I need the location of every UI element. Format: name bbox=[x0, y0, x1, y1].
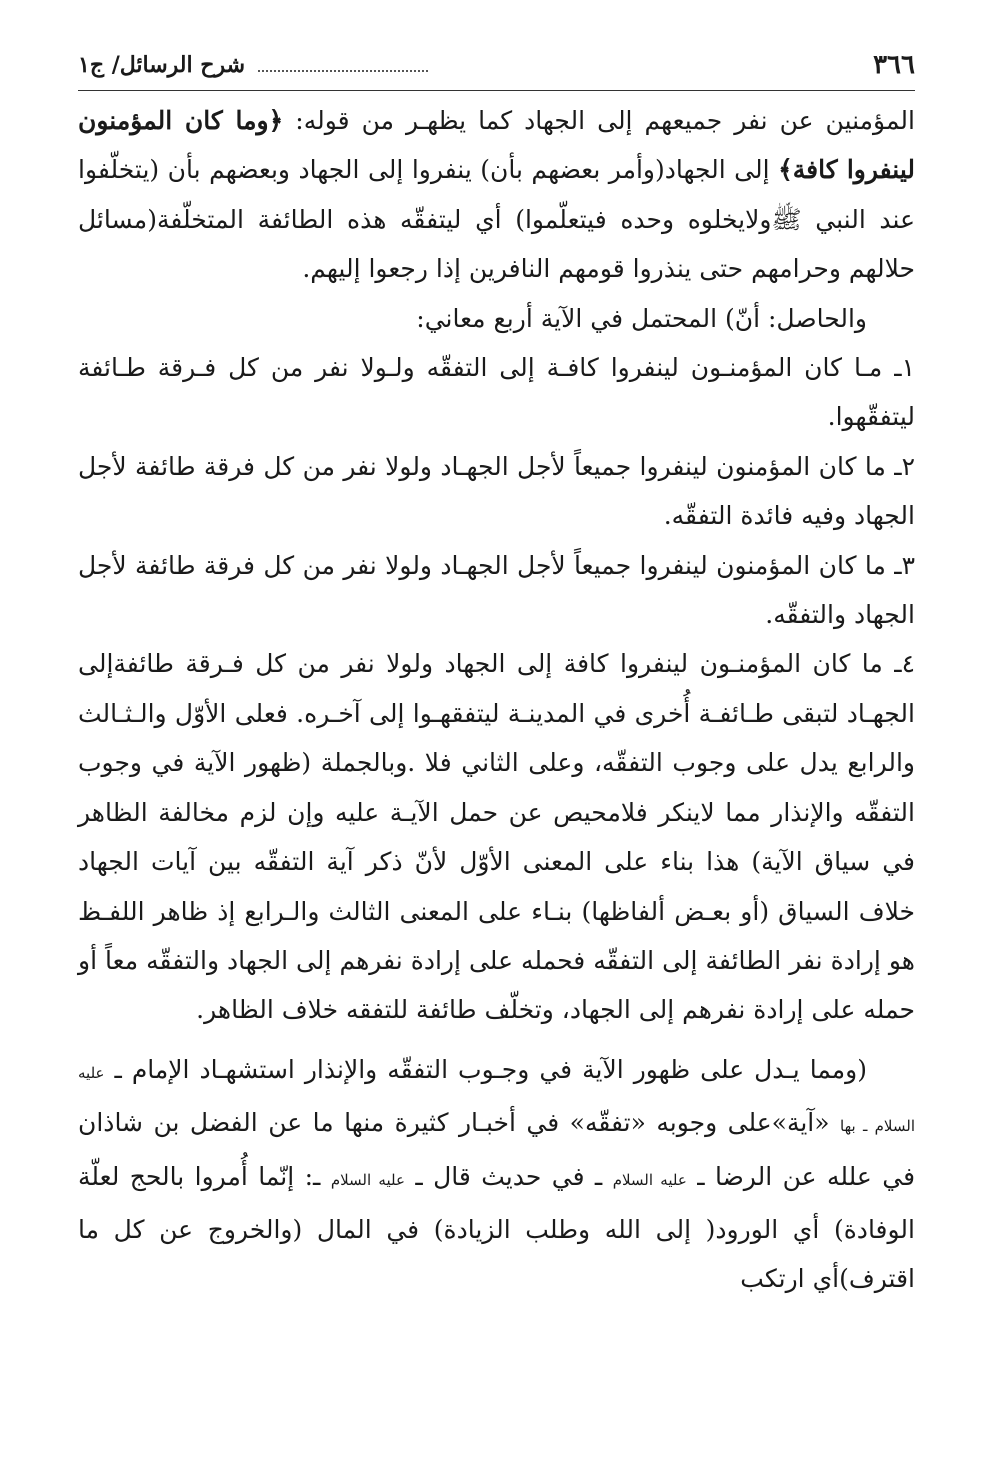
list-item-3: ٣ـ ما كان المؤمنون لينفروا جميعاً لأجل الجهـاد ولولا نفر من كل فرقة طائفة لأجل الجهاد والتفقّه. bbox=[78, 550, 915, 630]
honorific-small-3: عليه السلام bbox=[330, 1170, 405, 1189]
paragraph-1-text-b: إلى الجهاد(وأمر بعضهم بأن) ينفروا إلى الجهاد وبعضهم بأن (يتخلّفوا عند النبي ﷺولايخلوه وحده فيتعلّموا) أي ليتفقّه هذه الطائفة المتخلّفة(مسائل حلالهم وحرامهم حتى ينذروا قومهم النافرين إذا رجعوا إليهم. bbox=[78, 155, 915, 284]
paragraph-2: والحاصل: أنّ) المحتمل في الآية أربع معاني: bbox=[416, 303, 867, 333]
paragraph-7-text-a: (ومما يـدل على ظهور الآية في وجـوب التفقّه والإنذار استشهـاد الإمام ـ bbox=[104, 1054, 867, 1084]
paragraph-7 bbox=[78, 1045, 915, 1304]
page-header bbox=[78, 46, 915, 91]
honorific-small-1: عليه السلام ـ بها bbox=[78, 1063, 915, 1136]
header-dotted-leader bbox=[258, 70, 428, 72]
page-number: ٣٦٦ bbox=[873, 50, 915, 80]
list-item-2: ٢ـ ما كان المؤمنون لينفروا جميعاً لأجل الجهـاد ولولا نفر من كل فرقة طائفة لأجل الجهاد وفيه فائدة التفقّه. bbox=[78, 451, 915, 531]
paragraph-1-text-a: المؤمنين عن نفر جميعهم إلى الجهاد كما يظهـر من قوله: bbox=[283, 106, 915, 135]
honorific-small-2: عليه السلام bbox=[612, 1170, 687, 1189]
quran-quote: ﴿وما كان المؤمنون لينفروا كافة﴾ bbox=[78, 106, 916, 185]
paragraph-7-text-d: ـ: إنّما أُمروا بالحج لعلّة الوفادة) أي الورود( إلى الله وطلب الزيادة) في المال (والخروج عن كل ما اقترف)أي ارتكب bbox=[78, 1161, 915, 1294]
paragraph-7-text-b: «آية»على وجوبه «تفقّه» في أخبـار كثيرة منها ما عن الفضل بن شاذان في علله عن الرضا ـ bbox=[78, 1108, 916, 1191]
paragraph-gap bbox=[78, 1035, 915, 1045]
running-title: شرح الرسائل/ ج١ bbox=[78, 52, 246, 78]
paragraph-7-text-c: ـ في حديث قال ـ bbox=[404, 1161, 613, 1191]
list-item-1: ١ـ مـا كان المؤمنـون لينفروا كافـة إلى التفقّه ولـولا نفر من كل فـرقة طـائفة ليتفقّهوا. bbox=[78, 353, 915, 432]
page-body bbox=[78, 96, 915, 1304]
paragraph-1 bbox=[78, 96, 915, 294]
list-item-4: ٤ـ ما كان المؤمنـون لينفروا كافة إلى الجهاد ولولا نفر من كل فـرقة طائفةإلى الجهـاد لتبقى طـائفـة أُخرى في المدينـة ليتفقهـوا إلى آخـره. فعلى الأوّل والـثـالث والرابع يدل على وجوب التفقّه، وعلى الثاني فلا .وبالجملة (ظهور الآية في وجوب التفقّه والإنذار مما لاينكر فلامحيص عن حمل الآيـة عليه وإن لزم مخالفة الظاهر في سياق الآية) هذا بناء على المعنى الأوّل لأنّ ذكر آية التفقّه بين آيات الجهاد خلاف السياق (أو بعـض ألفاظها) بنـاء على المعنى الثالث والـرابع إذ ظاهر اللفـظ هو إرادة نفر الطائفة إلى التفقّه فحمله على إرادة نفرهم إلى الجهاد والتفقّه معاً أو حمله على إرادة نفرهم إلى الجهاد، وتخلّف طائفة للتفقه خلاف الظاهر. bbox=[78, 649, 915, 1025]
